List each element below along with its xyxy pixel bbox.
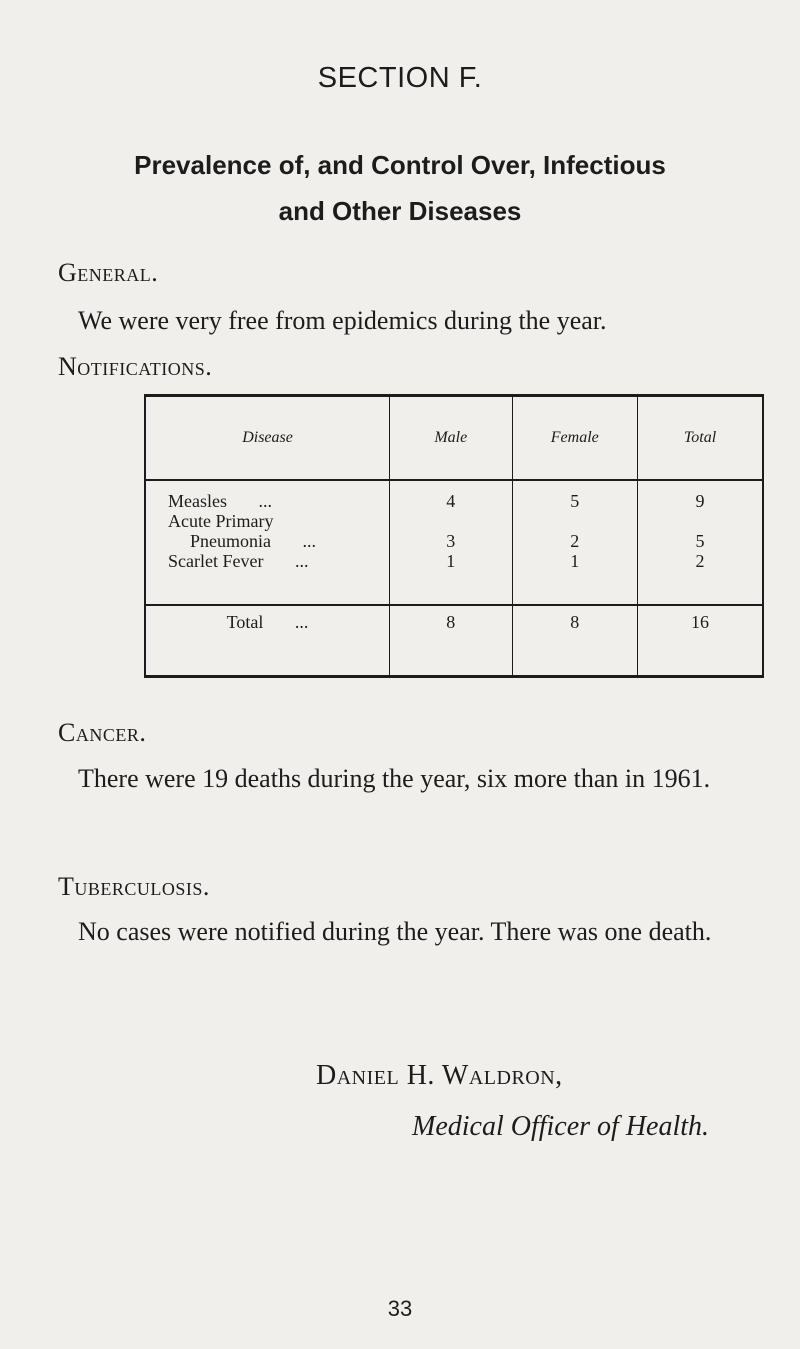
total-female: 8 (512, 605, 638, 677)
cell-value: 9 (695, 491, 705, 511)
cancer-heading: Cancer. (58, 718, 147, 747)
title-line-1: Prevalence of, and Control Over, Infectious (134, 150, 666, 180)
cell-value: 5 (695, 531, 705, 551)
cell-value: 1 (446, 551, 456, 571)
total-total: 16 (638, 605, 763, 677)
cell-value: 2 (570, 531, 580, 551)
cell-spacer (391, 511, 510, 531)
cell-value: 2 (695, 551, 705, 571)
leader-dots: ... (294, 551, 309, 571)
header-disease: Disease (145, 396, 390, 481)
table-body (145, 480, 763, 605)
leader-dots: ... (294, 612, 309, 632)
table-row (168, 531, 388, 551)
tuberculosis-text: No cases were notified during the year. There was one death. (78, 917, 712, 946)
page-title (0, 142, 800, 234)
cancer-text: There were 19 deaths during the year, six more than in 1961. (78, 764, 711, 793)
header-female: Female (512, 396, 638, 481)
leader-dots: ... (258, 491, 272, 511)
table-row (168, 491, 388, 511)
page-number: 33 (387, 1296, 413, 1321)
cell-value: 3 (446, 531, 456, 551)
table-header-row (145, 396, 763, 481)
cell-spacer (514, 511, 637, 531)
disease-name: Scarlet Fever (168, 551, 264, 571)
disease-name: Pneumonia (190, 531, 271, 551)
signature-name: Daniel H. Waldron, (316, 1060, 563, 1091)
total-label-cell (145, 605, 390, 677)
title-line-2: and Other Diseases (278, 196, 522, 226)
section-label: SECTION F. (317, 62, 483, 94)
disease-column (145, 480, 390, 605)
notifications-heading: Notifications. (58, 352, 213, 381)
tuberculosis-heading: Tuberculosis. (58, 872, 210, 901)
signature-role: Medical Officer of Health. (412, 1111, 710, 1142)
header-total: Total (638, 396, 763, 481)
cell-value: 1 (570, 551, 580, 571)
disease-name: Measles (168, 491, 227, 511)
general-heading: General. (58, 258, 159, 287)
notifications-table (144, 394, 764, 678)
table-row (168, 551, 388, 571)
total-male: 8 (390, 605, 512, 677)
male-column (390, 480, 512, 605)
table-total-row (145, 605, 763, 677)
cell-value: 5 (570, 491, 580, 511)
cell-spacer (639, 511, 761, 531)
cell-value: 4 (446, 491, 456, 511)
total-label: Total (226, 612, 264, 632)
general-text: We were very free from epidemics during the year. (78, 306, 607, 335)
disease-name-line1: Acute Primary (168, 511, 274, 531)
leader-dots: ... (302, 531, 316, 551)
total-column (638, 480, 763, 605)
header-male: Male (390, 396, 512, 481)
female-column (512, 480, 638, 605)
